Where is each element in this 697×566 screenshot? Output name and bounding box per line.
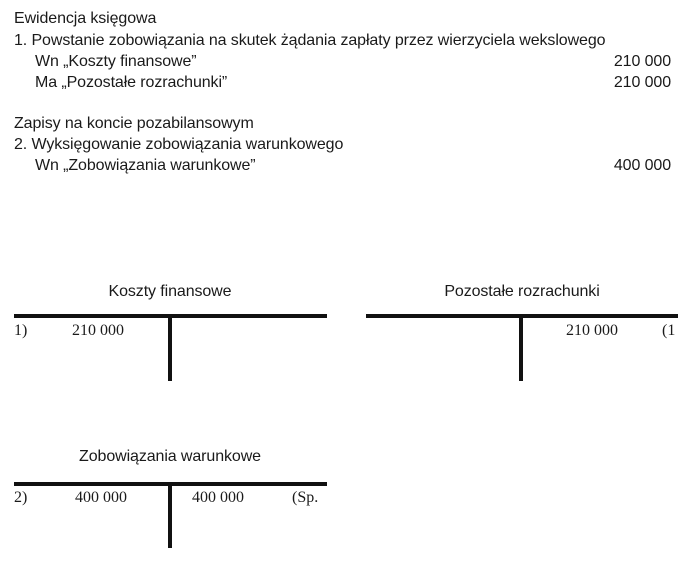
entry-credit-amount: 210 000 — [613, 74, 671, 91]
entry-debit-amount: 210 000 — [613, 53, 671, 70]
credit-amount: 210 000 — [566, 322, 618, 339]
entry-offbalance-label: Wn „Zobowiązania warunkowe” — [35, 157, 256, 174]
credit-ref: (1 — [662, 322, 676, 339]
t-account-vertical-line — [168, 482, 172, 548]
credit-amount: 400 000 — [192, 489, 244, 506]
t-account-title: Pozostałe rozrachunki — [444, 283, 600, 300]
section2-title: Zapisy na koncie pozabilansowym — [14, 115, 254, 132]
t-account-title: Zobowiązania warunkowe — [79, 448, 261, 465]
entry-credit-label: Ma „Pozostałe rozrachunki” — [35, 74, 228, 91]
section1-title: Ewidencja księgowa — [14, 10, 157, 27]
entry-debit-label: Wn „Koszty finansowe” — [35, 53, 197, 70]
credit-ref: (Sp. — [292, 489, 319, 506]
debit-ref: 1) — [14, 322, 28, 339]
t-account-title: Koszty finansowe — [108, 283, 232, 300]
debit-amount: 400 000 — [75, 489, 127, 506]
t-account-vertical-line — [168, 314, 172, 381]
debit-ref: 2) — [14, 489, 28, 506]
section2-item: 2. Wyksięgowanie zobowiązania warunkowego — [14, 136, 344, 153]
entry-offbalance-amount: 400 000 — [613, 157, 671, 174]
t-account-vertical-line — [519, 314, 523, 381]
section1-item: 1. Powstanie zobowiązania na skutek żądania zapłaty przez wierzyciela wekslowego — [14, 32, 606, 49]
debit-amount: 210 000 — [72, 322, 124, 339]
